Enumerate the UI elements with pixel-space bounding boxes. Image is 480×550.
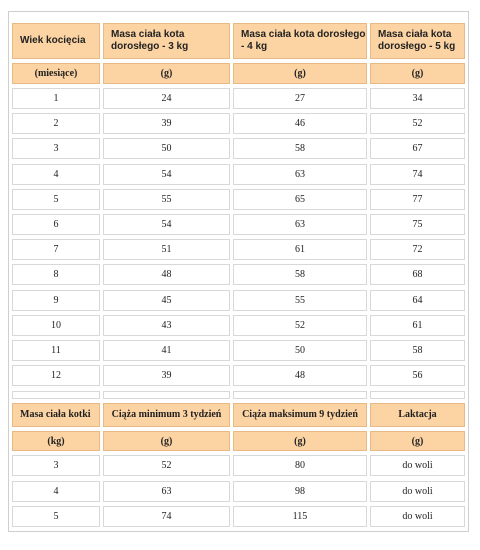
unit-cell: (kg) <box>12 431 100 451</box>
table-cell: 58 <box>370 340 465 361</box>
table-cell: 61 <box>370 315 465 336</box>
table-cell: 3 <box>12 455 100 476</box>
column-header: Masa ciała kotki <box>12 403 100 427</box>
unit-cell: (g) <box>233 63 367 84</box>
table-cell: 39 <box>103 113 230 134</box>
unit-cell: (g) <box>370 63 465 84</box>
unit-cell: (g) <box>103 63 230 84</box>
table-cell: 4 <box>12 481 100 502</box>
table-cell: 48 <box>233 365 367 386</box>
table-cell: 64 <box>370 290 465 311</box>
table-cell: 55 <box>103 189 230 210</box>
table-cell: 6 <box>12 214 100 235</box>
table-cell: 58 <box>233 138 367 159</box>
table-cell: 51 <box>103 239 230 260</box>
column-header: Ciąża maksimum 9 tydzień <box>233 403 367 427</box>
unit-cell: (g) <box>103 431 230 451</box>
table-cell: 54 <box>103 214 230 235</box>
table-cell: 75 <box>370 214 465 235</box>
separator-cell <box>12 391 100 399</box>
table-cell: 74 <box>103 506 230 527</box>
table-cell: 77 <box>370 189 465 210</box>
table-cell: 74 <box>370 164 465 185</box>
unit-cell: (g) <box>370 431 465 451</box>
table-cell: 63 <box>233 214 367 235</box>
table-cell: 4 <box>12 164 100 185</box>
column-header: Masa ciała kota dorosłego - 3 kg <box>103 23 230 59</box>
table-cell: 61 <box>233 239 367 260</box>
table-cell: 7 <box>12 239 100 260</box>
table-cell: do woli <box>370 455 465 476</box>
separator-cell <box>370 391 465 399</box>
table-cell: do woli <box>370 506 465 527</box>
table-cell: 41 <box>103 340 230 361</box>
table-cell: 58 <box>233 264 367 285</box>
table-cell: 39 <box>103 365 230 386</box>
column-header: Ciąża minimum 3 tydzień <box>103 403 230 427</box>
table-cell: 80 <box>233 455 367 476</box>
table-cell: 63 <box>233 164 367 185</box>
table-cell: 2 <box>12 113 100 134</box>
table-cell: 11 <box>12 340 100 361</box>
column-header: Wiek kocięcia <box>12 23 100 59</box>
table-cell: 1 <box>12 88 100 109</box>
table-cell: 56 <box>370 365 465 386</box>
separator-cell <box>233 391 367 399</box>
table-cell: 24 <box>103 88 230 109</box>
table-cell: 67 <box>370 138 465 159</box>
table-cell: 46 <box>233 113 367 134</box>
table-cell: 50 <box>233 340 367 361</box>
table-cell: 54 <box>103 164 230 185</box>
table-cell: 27 <box>233 88 367 109</box>
table-cell: 5 <box>12 506 100 527</box>
table-cell: 43 <box>103 315 230 336</box>
column-header: Masa ciała kota dorosłego - 5 kg <box>370 23 465 59</box>
table-cell: 9 <box>12 290 100 311</box>
table-cell: 52 <box>370 113 465 134</box>
table-cell: 3 <box>12 138 100 159</box>
table-cell: 68 <box>370 264 465 285</box>
table-cell: 98 <box>233 481 367 502</box>
table-cell: 48 <box>103 264 230 285</box>
table-cell: 34 <box>370 88 465 109</box>
table-cell: 65 <box>233 189 367 210</box>
unit-cell: (g) <box>233 431 367 451</box>
column-header: Laktacja <box>370 403 465 427</box>
table-cell: 52 <box>103 455 230 476</box>
table-cell: do woli <box>370 481 465 502</box>
table-cell: 52 <box>233 315 367 336</box>
table-cell: 115 <box>233 506 367 527</box>
unit-cell: (miesiące) <box>12 63 100 84</box>
table-cell: 72 <box>370 239 465 260</box>
table-cell: 55 <box>233 290 367 311</box>
table-cell: 10 <box>12 315 100 336</box>
table-cell: 63 <box>103 481 230 502</box>
separator-cell <box>103 391 230 399</box>
table-cell: 5 <box>12 189 100 210</box>
table-cell: 50 <box>103 138 230 159</box>
table-cell: 8 <box>12 264 100 285</box>
table-cell: 12 <box>12 365 100 386</box>
column-header: Masa ciała kota dorosłego - 4 kg <box>233 23 367 59</box>
table-cell: 45 <box>103 290 230 311</box>
